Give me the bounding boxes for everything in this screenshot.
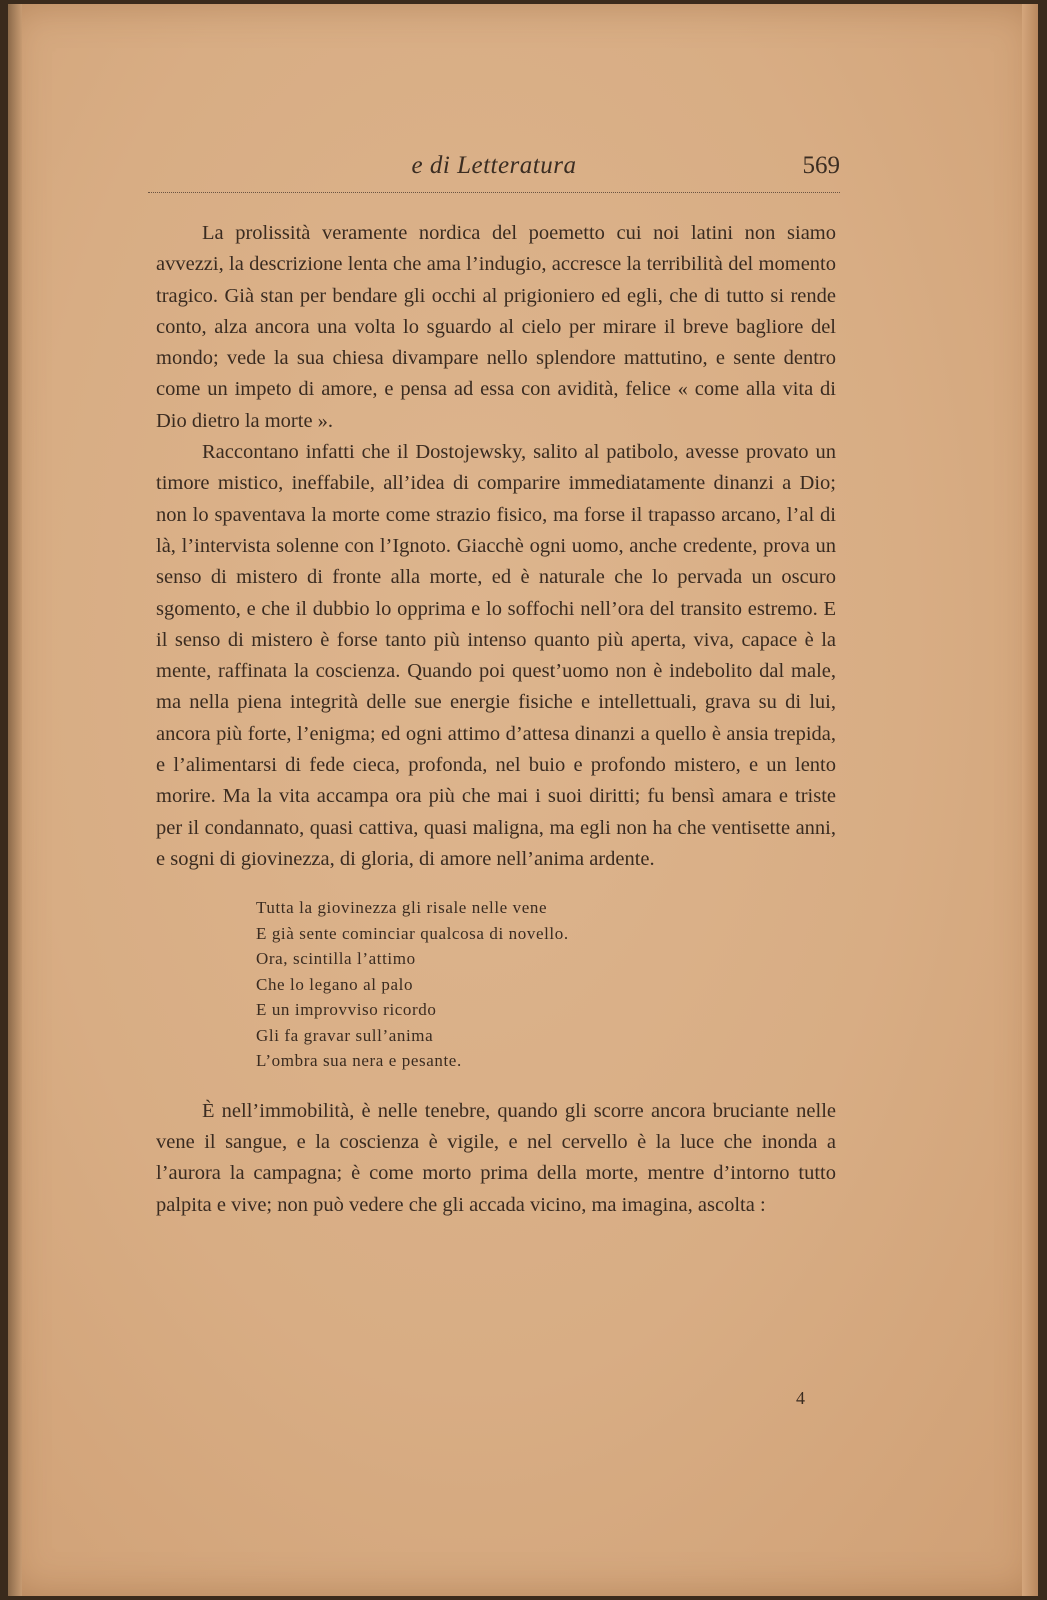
- page-edge: [1022, 4, 1038, 1596]
- page-number: 569: [802, 152, 840, 179]
- verse-line: Tutta la giovinezza gli risale nelle vene: [256, 898, 548, 918]
- page-body: [156, 218, 836, 1221]
- paragraph: È nell’immobilità, è nelle tenebre, quando gli scorre ancora bruciante nelle vene il sangue, e la coscienza è vigile, e nel cervello è la luce che inonda a l’aurora la campagna; è come morto prima della morte, mentre d’intorno tutto palpita e vive; non può vedere che gli accada vicino, ma imagina, ascolta :: [156, 1099, 836, 1216]
- verse-line: Che lo legano al palo: [256, 974, 414, 994]
- signature-mark: 4: [796, 1388, 805, 1408]
- verse-line: E già sente cominciar qualcosa di novello.: [256, 923, 569, 943]
- verse-line: Ora, scintilla l’attimo: [256, 949, 416, 969]
- book-page: [8, 4, 1038, 1596]
- paragraph: Raccontano infatti che il Dostojewsky, salito al patibolo, avesse provato un timore mistico, ineffabile, all’idea di comparire immediatamente dinanzi a Dio; non lo spaventava la morte come strazio fisico, ma forse il trapasso arcano, l’al di là, l’intervista solenne con l’Ignoto. Giacchè ogni uomo, anche credente, prova un senso di mistero di fronte alla morte, ed è naturale che lo pervada un oscuro sgomento, e che il dubbio lo opprima e lo soffochi nell’ora del transito estremo. E il senso di mistero è forse tanto più intenso quanto più aperta, viva, capace è la mente, raffinata la coscienza. Quando poi quest’uomo non è indebolito dal male, ma nella piena integrità delle sue energie fisiche e intellettuali, grava su di lui, ancora più forte, l’enigma; ed ogni attimo d’attesa dinanzi a quello è ansia trepida, e l’alimentarsi di fede cieca, profonda, nel buio e profondo mistero, e un lento morire. Ma la vita accampa ora più che mai i suoi diritti; fu bensì amara e triste per il condannato, quasi cattiva, quasi maligna, ma egli non ha che ventisette anni, e sogni di giovinezza, di gloria, di amore nell’anima ardente.: [156, 441, 836, 870]
- verse-line: L’ombra sua nera e pesante.: [256, 1051, 462, 1071]
- book-spine: [8, 4, 22, 1596]
- page-header: [148, 152, 840, 193]
- verse-quote: [256, 895, 836, 1074]
- verse-line: Gli fa gravar sull’anima: [256, 1025, 434, 1045]
- running-title: e di Letteratura: [411, 152, 577, 179]
- paragraph: La prolissità veramente nordica del poemetto cui noi latini non siamo avvezzi, la descrizione lenta che ama l’indugio, accresce la terribilità del momento tragico. Già stan per bendare gli occhi al prigioniero ed egli, che di tutto si rende conto, alza ancora una volta lo sguardo al cielo per mirare il breve bagliore del mondo; vede la sua chiesa divampare nello splendore mattutino, e sente dentro come un impeto di amore, e pensa ad essa con avidità, felice « come alla vita di Dio dietro la morte ».: [156, 222, 836, 432]
- verse-line: E un improvviso ricordo: [256, 1000, 437, 1020]
